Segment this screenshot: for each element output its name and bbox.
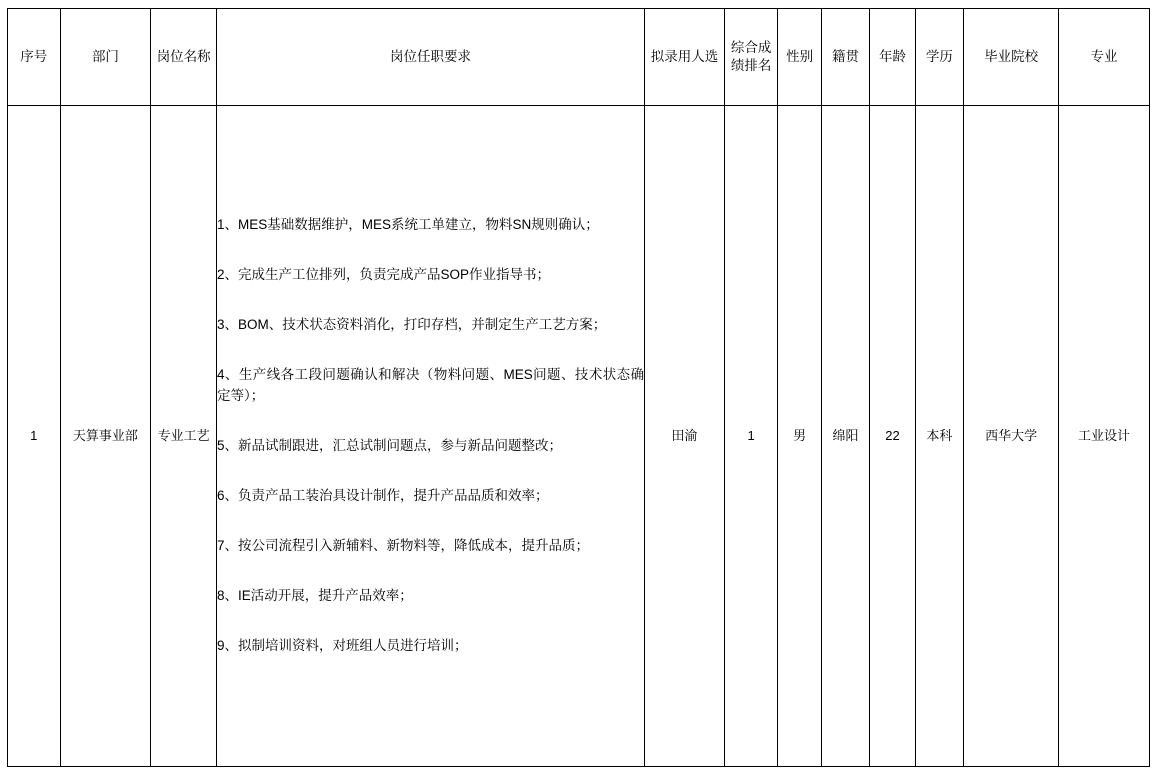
requirement-item: 2、完成生产工位排列，负责完成产品SOP作业指导书； [217, 267, 551, 283]
table-row [8, 106, 1150, 767]
column-header-major-label: 专业 [1090, 48, 1118, 64]
column-header-requirements-label: 岗位任职要求 [390, 48, 472, 64]
column-header-gender-label: 性别 [786, 48, 814, 64]
cell-rank: 1 [724, 106, 778, 767]
table-header-row [8, 9, 1150, 106]
column-header-native-place [821, 9, 869, 106]
cell-age: 22 [870, 106, 915, 767]
cell-post: 专业工艺 [151, 106, 217, 767]
cell-gender: 男 [778, 106, 821, 767]
column-header-candidate-label: 拟录用人选 [650, 48, 719, 64]
requirement-item: 3、BOM、技术状态资料消化，打印存档，并制定生产工艺方案； [217, 317, 607, 333]
column-header-requirements [217, 9, 645, 106]
column-header-gender [778, 9, 821, 106]
requirement-item: 5、新品试制跟进，汇总试制问题点，参与新品问题整改； [217, 438, 563, 453]
column-header-rank [724, 9, 778, 106]
column-header-post-label: 岗位名称 [156, 48, 211, 64]
cell-requirements [217, 106, 645, 767]
column-header-age-label: 年龄 [878, 48, 906, 64]
column-header-dept-label: 部门 [91, 48, 119, 64]
requirement-item: 9、拟制培训资料，对班组人员进行培训； [217, 637, 468, 653]
column-header-major [1059, 9, 1150, 106]
column-header-candidate [645, 9, 725, 106]
cell-dept: 天算事业部 [60, 106, 151, 767]
column-header-school-label: 毕业院校 [984, 48, 1039, 64]
cell-school: 西华大学 [964, 106, 1059, 767]
requirement-item: 8、IE活动开展，提升产品效率； [217, 587, 413, 603]
table-header [8, 9, 1150, 106]
column-header-education-label: 学历 [925, 48, 953, 64]
column-header-seq [8, 9, 61, 106]
cell-major: 工业设计 [1059, 106, 1150, 767]
requirement-item: 1、MES基础数据维护，MES系统工单建立，物料SN规则确认； [217, 217, 599, 233]
column-header-seq-label: 序号 [20, 48, 48, 64]
recruitment-table [7, 8, 1150, 767]
column-header-post [151, 9, 217, 106]
requirement-item: 6、负责产品工装治具设计制作，提升产品品质和效率； [217, 487, 549, 503]
requirement-item: 7、按公司流程引入新辅料、新物料等，降低成本，提升品质； [217, 537, 590, 553]
column-header-dept [60, 9, 151, 106]
column-header-native-place-label: 籍贯 [832, 48, 859, 64]
cell-candidate: 田渝 [645, 106, 725, 767]
cell-education: 本科 [915, 106, 963, 767]
column-header-age [870, 9, 915, 106]
table-body [8, 106, 1150, 767]
column-header-school [964, 9, 1059, 106]
requirement-item: 4、生产线各工段问题确认和解决（物料问题、MES问题、技术状态确定等）； [217, 367, 645, 404]
cell-native-place: 绵阳 [821, 106, 869, 767]
requirements-list [217, 215, 644, 656]
column-header-rank-label: 综合成绩排名 [730, 39, 772, 73]
column-header-education [915, 9, 963, 106]
cell-seq: 1 [8, 106, 61, 767]
